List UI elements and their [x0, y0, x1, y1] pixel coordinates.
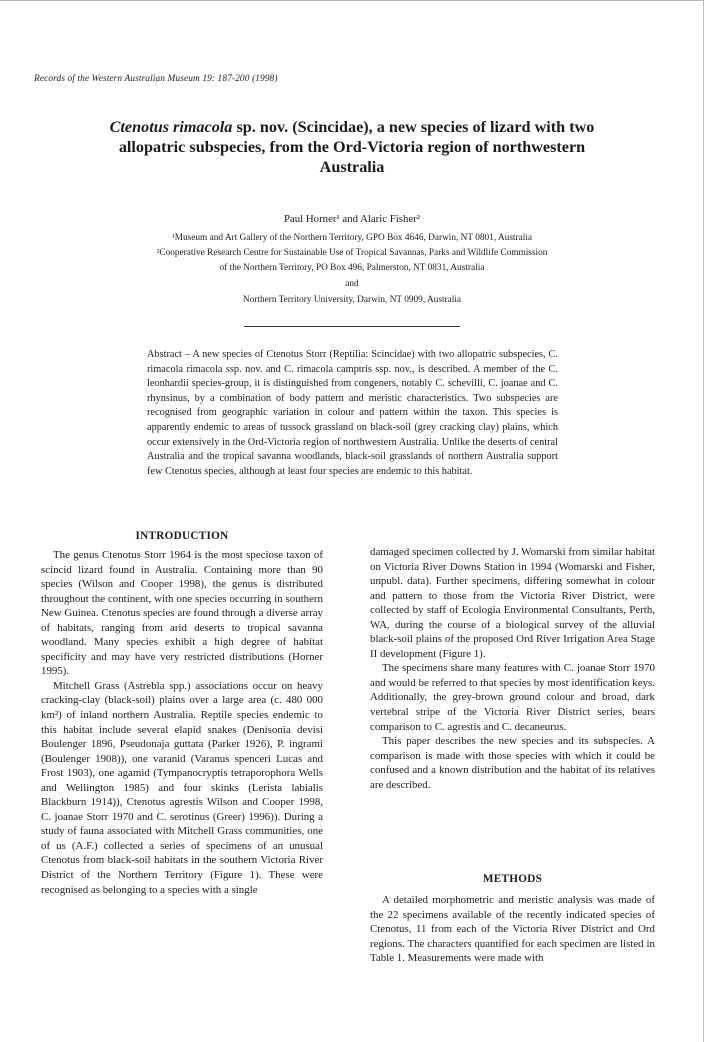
intro-paragraph-1: The genus Ctenotus Storr 1964 is the most speciose taxon of scincid lizard found in Australia. Containing more than 90 species (Wilson and Cooper 1998), the genus is distributed throughout the continent, with one species occurring in southern New Guinea. Ctenotus species are found through a diverse array of habitats, ranging from arid deserts to tropical savanna woodland. Many species exhibit a high degree of habitat specificity and may have very restricted distributions (Horner 1995).	[41, 549, 323, 678]
running-head: Records of the Western Australian Museum 19: 187-200 (1998)	[34, 74, 278, 84]
intro-continuation-2: The specimens share many features with C. joanae Storr 1970 and would be referred to that species by most identification keys. Additionally, the grey-brown ground colour and broad, dark vertebral stripe of the Victoria River District series, bears comparison to C. agrestis and C. decaneurus.	[370, 662, 655, 733]
affiliation-3: Northern Territory University, Darwin, NT 0909, Australia	[242, 295, 462, 305]
intro-continuation-3: This paper describes the new species and its subspecies. A comparison is made with those species with which it could be confused and a known distribution and the habitat of its relatives are described.	[370, 735, 655, 791]
title-rest: sp. nov. (Scincidae), a new species of lizard with two allopatric subspecies, from the Ord-Victoria region of northwestern Australia	[118, 118, 595, 176]
left-column	[41, 530, 323, 897]
author-line: Paul Horner¹ and Alaric Fisher²	[283, 213, 420, 225]
right-column	[370, 545, 655, 792]
affiliation-and: and	[345, 279, 359, 289]
title-divider	[244, 326, 460, 327]
intro-continuation-1: damaged specimen collected by J. Womarski from similar habitat on Victoria River Downs Station in 1994 (Womarski and Fisher, unpubl. data). Further specimens, differing somewhat in colour and pattern to those from the Victoria River District, were collected by staff of Ecologia Environmental Consultants, Perth, WA, during the course of a biological survey of the alluvial black-soil plains of the proposed Ord River Irrigation Area Stage II development (Figure 1).	[370, 546, 655, 660]
abstract	[147, 348, 558, 479]
top-edge	[0, 0, 704, 1]
affiliation-2a: ²Cooperative Research Centre for Sustainable Use of Tropical Savannas, Parks and Wildlife Commission	[156, 248, 548, 258]
article-title	[100, 117, 604, 177]
methods-paragraph-1: A detailed morphometric and meristic analysis was made of the 22 specimens available of the recently indicated species of Ctenotus, 11 from each of the Victoria River District and Ord regions. The characters quantified for each specimen are listed in Table 1. Measurements were made with	[370, 894, 655, 965]
introduction-heading: INTRODUCTION	[135, 530, 229, 542]
affiliation-2b: of the Northern Territory, PO Box 496, Palmerston, NT 0831, Australia	[219, 263, 485, 273]
intro-paragraph-2: Mitchell Grass (Astrebla spp.) associations occur on heavy cracking-clay (black-soil) plains over a large area (c. 480 000 km²) of inland northern Australia. Reptile species endemic to this habitat include several elapid snakes (Denisonia devisi Boulenger 1896, Pseudonaja guttata (Parker 1926), P. ingrami (Boulenger 1908)), one varanid (Varanus spenceri Lucas and Frost 1903), one agamid (Tympanocryptis tetraporophora Wells and Wellington 1985) and four skinks (Lerista labialis Blackburn 1914)), Ctenotus agrestis Wilson and Cooper 1998, C. joanae Storr 1970 and C. serotinus (Greer) 1996)). During a study of fauna associated with Mitchell Grass communities, one of us (A.F.) collected a series of specimens of an unusual Ctenotus from black-soil habitats in the southern Victoria River District of the Northern Territory (Figure 1). These were recognised as belonging to a species with a single	[41, 679, 323, 896]
title-genus: Ctenotus rimacola	[109, 118, 233, 136]
abstract-text: – A new species of Ctenotus Storr (Reptilia: Scincidae) with two allopatric subspecies, C. rimacola rimacola ssp. nov. and C. rimacola camptris ssp. nov., is described. A member of the C. leonhardii species-group, it is distinguished from congeners, notably C. schevilli, C. joanae and C. rhynsinus, by a combination of body pattern and meristic characteristics. Two subspecies are recognised from geographic variation in colour and pattern within the taxon. This species is apparently endemic to areas of tussock grassland on black-soil (grey cracking clay) plains, which occur extensively in the Ord-Victoria region of northwestern Australia. Unlike the deserts of central Australia and the tropical savanna woodlands, black-soil grasslands of northern Australia support few Ctenotus species, although at least four species are endemic to this habitat.	[147, 349, 558, 477]
affiliation-1: ¹Museum and Art Gallery of the Northern Territory, GPO Box 4646, Darwin, NT 0801, Australia	[171, 233, 533, 243]
methods-heading: METHODS	[482, 873, 543, 885]
abstract-label: Abstract	[147, 349, 182, 360]
